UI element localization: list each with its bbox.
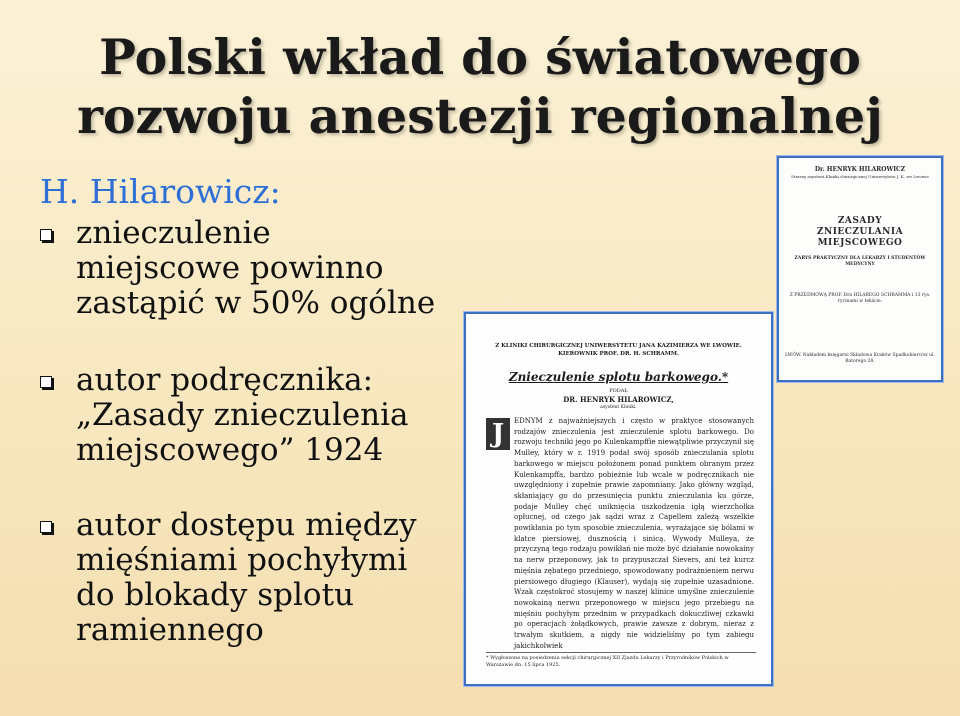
cover-title-line: ZNIECZULANIA bbox=[816, 227, 904, 237]
article-body-text: EDNYM z najważniejszych i często w praktyce stosowanych rodzajów znieczulenia jest znieczulenie splotu barkowego. Do rozwoju techniki jego po Kulenkampffie niewątpliwie przyczynił się Mulley, który w r. 1919 podał swój sposób znieczulania splotu barkowego w miejscu położonem ponad punktem obranym przez Kulenkampffa, bardzo pobieżnie lub wcale w podręcznikach nie uwzględniony i zupełnie prawie zapomniany. Jako główny wzgląd, skłaniający go do przesunięcia punktu znieczulania ku górze, podaje Mulley chęć uniknięcia uszkodzenia igłą wierzchołka opłucnej, od czego jak sądzi wraz z Capellem zależą wszelkie powikłania po tym sposobie znieczulenia, wyrażające się bólami w klatce piersiowej, dusznością i sinicą. Wywody Mulleya, że przyczyną tego rodzaju powikłań nie może być działanie nowokainy na nerw przeponowy, jak to przypuszczał Sievers, ani też kurcz mięśnia zębatego przedniego, spowodowany podrażnieniem nerwu piersiowego długiego (Klauser), wydają się zupełnie uzasadnione. Wzak częstokroć stosujemy w naszej klinice umyślne znieczulenie nowokainą nerwu przeponowego w miejscu jego przebiegu na mięśniu pochyłym przednim w przypadkach dokuczliwej czkawki po operacjach żołądkowych, prawie zawsze z dobrym, nieraz z trwałym skutkiem, a nigdy nie widzieliśmy po tym zabiegu jakichkolwiek bbox=[514, 417, 754, 650]
author-heading: H. Hilarowicz: bbox=[40, 172, 281, 211]
bullet-item bbox=[36, 508, 466, 648]
checkbox-bullet-icon bbox=[40, 229, 52, 241]
article-podal: PODAŁ bbox=[609, 388, 628, 394]
article-header-line: KIEROWNIK PROF. DR. H. SCHRAMM. bbox=[558, 351, 679, 357]
cover-author: Dr. HENRYK HILAROWICZ bbox=[814, 166, 906, 173]
cover-title-line: ZASADY bbox=[837, 216, 883, 226]
article-drop-cap: J bbox=[486, 418, 510, 450]
bullet-line: mięśniami pochyłymi bbox=[76, 542, 408, 578]
bullet-item bbox=[36, 216, 466, 321]
checkbox-bullet-icon bbox=[40, 376, 52, 388]
article-author-role: asystent Kliniki. bbox=[600, 405, 637, 410]
bullet-item bbox=[36, 363, 466, 468]
bullet-line: do blokady splotu bbox=[76, 577, 355, 613]
article-author: DR. HENRYK HILAROWICZ, bbox=[563, 395, 674, 404]
slide-title bbox=[0, 28, 960, 146]
article-page-image bbox=[464, 312, 773, 686]
cover-title bbox=[779, 216, 941, 249]
bullet-list bbox=[36, 216, 466, 648]
bullet-line: autor podręcznika: bbox=[76, 362, 374, 398]
article-footnote: * Wygłoszone na posiedzeniu sekcji chirurgicznej XII Zjazdu Lekarzy i Przyrodników Polskich w Warszawie dn. 15 lipca 1925. bbox=[486, 652, 756, 669]
article-header-line: Z KLINIKI CHIRURGICZNEJ UNIWERSYTETU JANA KAZIMIERZA WE LWOWIE. bbox=[495, 343, 742, 349]
cover-subtitle: Starszy asystent Kliniki chirurgicznej Uniwersytetu J. K. we Lwowie bbox=[791, 174, 929, 179]
checkbox-bullet-icon bbox=[40, 521, 52, 533]
article-header bbox=[466, 342, 771, 358]
bullet-line: autor dostępu między bbox=[76, 507, 417, 543]
bullet-line: miejscowego” 1924 bbox=[76, 432, 384, 468]
bullet-line: miejscowe powinno bbox=[76, 250, 384, 286]
article-title: Znieczulenie splotu barkowego.* bbox=[508, 370, 729, 384]
cover-description: ZARYS PRAKTYCZNY DLA LEKARZY I STUDENTÓW MEDYCYNY bbox=[794, 256, 926, 267]
cover-title-line: MIEJSCOWEGO bbox=[817, 238, 903, 248]
bullet-line: „Zasady znieczulenia bbox=[76, 397, 409, 433]
cover-preface: Z PRZEDMOWĄ PROF. Dra HILAREGO SCHRAMMA i 13 rys. rycinami w tekście. bbox=[789, 293, 931, 304]
title-line-2: rozwoju anestezji regionalnej bbox=[77, 87, 883, 145]
book-cover-image bbox=[777, 156, 943, 382]
bullet-line: zastąpić w 50% ogólne bbox=[76, 285, 436, 321]
article-body bbox=[488, 416, 754, 651]
bullet-line: ramiennego bbox=[76, 612, 264, 648]
title-line-1: Polski wkład do światowego bbox=[99, 28, 861, 86]
bullet-line: znieczulenie bbox=[76, 215, 271, 251]
cover-publisher: LWÓW. Nakładem księgarni Składowa Kraków Spadkobierców ul. Batorego 28. bbox=[785, 353, 935, 364]
